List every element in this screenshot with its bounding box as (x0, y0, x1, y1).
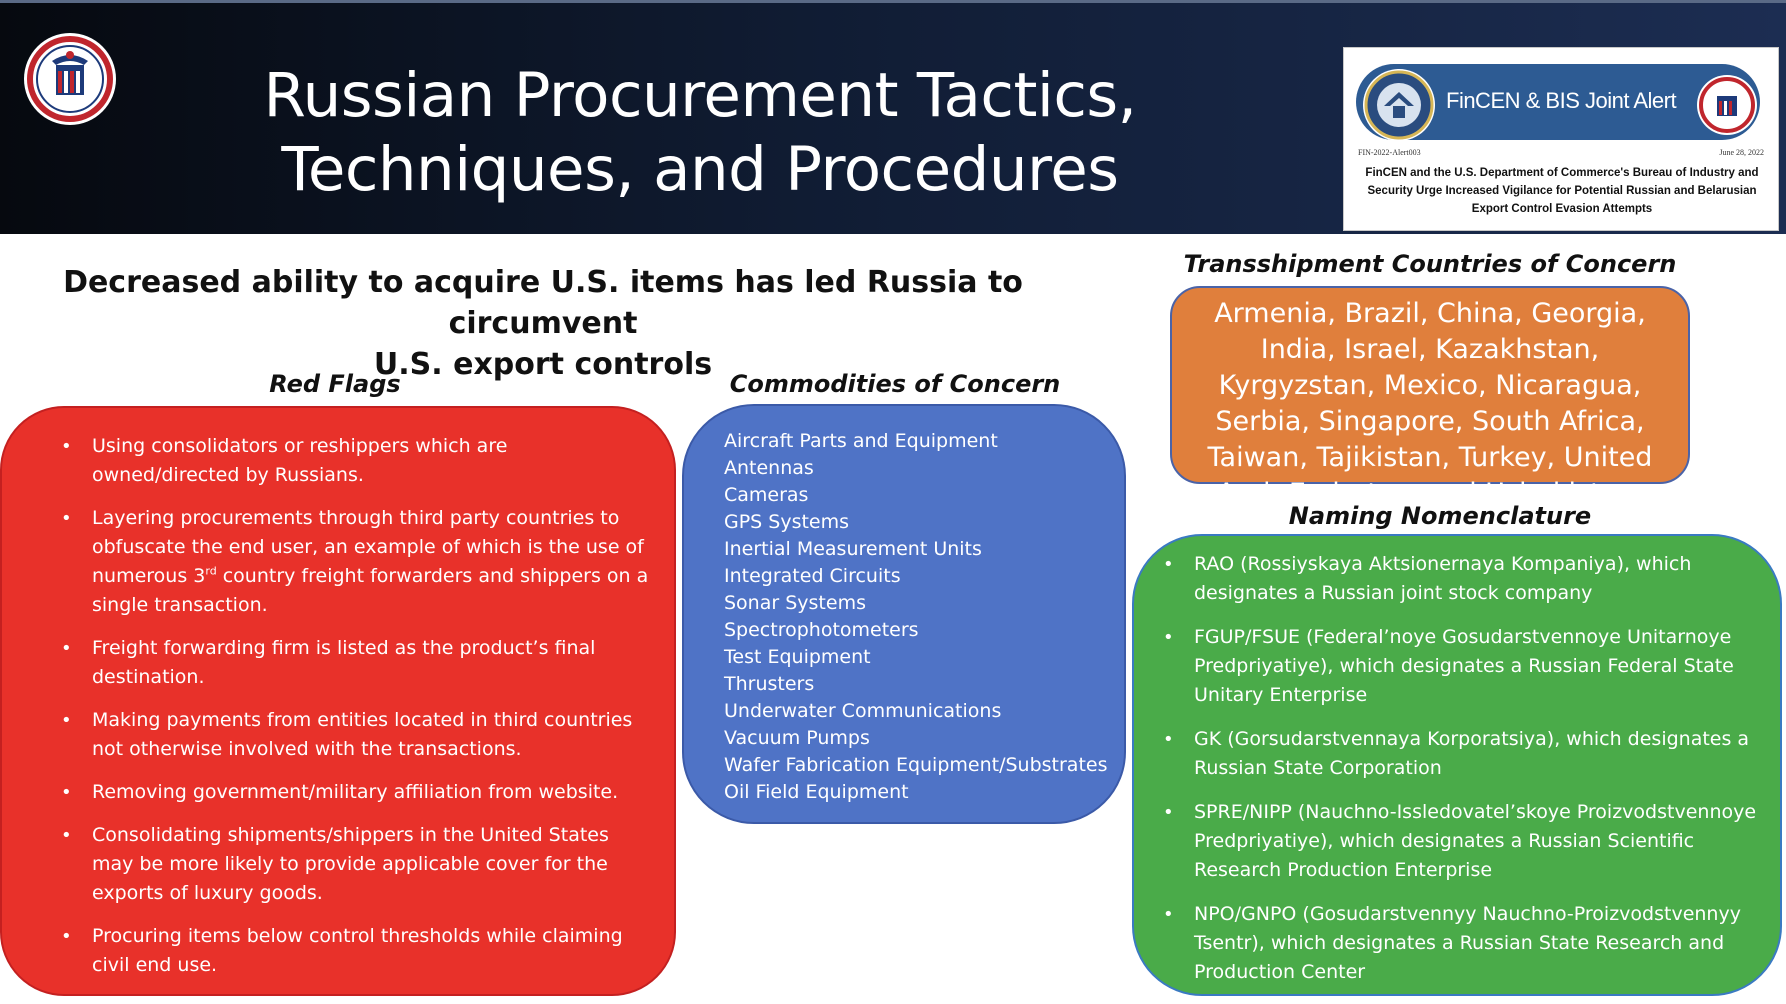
bullet-icon: • (61, 825, 72, 846)
list-item: Test Equipment (724, 646, 871, 668)
department-of-commerce-seal-icon (22, 31, 118, 127)
list-item: • Using consolidators or reshippers which are owned/directed by Russians. (92, 432, 652, 490)
commodities-list (724, 428, 1120, 806)
list-item: Integrated Circuits (724, 565, 901, 587)
bullet-icon: • (61, 508, 72, 529)
list-item: Vacuum Pumps (724, 727, 870, 749)
list-item: Wafer Fabrication Equipment/Substrates (724, 754, 1108, 776)
list-item: Inertial Measurement Units (724, 538, 982, 560)
list-item: • Making payments from entities located in third countries not otherwise involved with the transactions. (92, 706, 652, 764)
title-line-2: Techniques, and Procedures (281, 134, 1119, 205)
list-item: Thrusters (724, 673, 815, 695)
list-item: Cameras (724, 484, 809, 506)
alert-strip-text: FinCEN & BIS Joint Alert (1446, 88, 1677, 113)
list-item: • Procuring items below control thresholds while claiming civil end use. (92, 922, 652, 980)
alert-date: June 28, 2022 (1719, 148, 1764, 157)
list-item: Spectrophotometers (724, 619, 919, 641)
fincen-seal-icon (1362, 68, 1436, 142)
joint-alert-card (1343, 47, 1779, 231)
commerce-seal-icon (1696, 74, 1758, 136)
nomenclature-box (1132, 534, 1782, 996)
header-banner (0, 0, 1786, 234)
list-item: • Consolidating shipments/shippers in the United States may be more likely to provide applicable cover for the exports of luxury goods. (92, 821, 652, 908)
list-item: Underwater Communications (724, 700, 1002, 722)
bullet-icon: • (61, 926, 72, 947)
alert-reference: FIN-2022-Alert003 (1358, 148, 1421, 157)
page-title (250, 59, 1150, 207)
red-flags-list (61, 432, 652, 994)
bullet-icon: • (1163, 554, 1174, 575)
bullet-icon: • (1163, 904, 1174, 925)
list-item: • GK (Gorsudarstvennaya Korporatsiya), which designates a Russian State Corporation (1194, 725, 1764, 783)
list-item: • Layering procurements through third party countries to obfuscate the end user, an example of which is the use of numerous 3rd country freight forwarders and shippers on a single transaction. (92, 504, 652, 620)
bullet-icon: • (1163, 802, 1174, 823)
transshipment-box (1170, 286, 1690, 509)
nomenclature-title: Naming Nomenclature (1288, 502, 1592, 530)
list-item: Antennas (724, 457, 814, 479)
list-item: Oil Field Equipment (724, 781, 909, 803)
transshipment-title: Transshipment Countries of Concern (1183, 250, 1677, 278)
list-item: • Removing government/military affiliation from website. (92, 778, 652, 807)
list-item: • NPO/GNPO (Gosudarstvennyy Nauchno-Proizvodstvennyy Tsentr), which designates a Russian State Research and Production Center (1194, 900, 1764, 987)
list-item: • Freight forwarding firm is listed as the product’s final destination. (92, 634, 652, 692)
headline (8, 262, 1078, 385)
red-flags-title: Red Flags (269, 370, 401, 398)
headline-line-1: Decreased ability to acquire U.S. items has led Russia to circumvent (63, 265, 1023, 341)
transshipment-countries: Armenia, Brazil, China, Georgia, India, Israel, Kazakhstan, Kyrgyzstan, Mexico, Nicaragua, Serbia, Singapore, South Africa, Taiwan, Tajikistan, Turkey, United Arab Emirates, and Uzbekistan. (1207, 298, 1653, 509)
title-line-1: Russian Procurement Tactics, (263, 60, 1137, 131)
alert-description: FinCEN and the U.S. Department of Commerce's Bureau of Industry and Security Urge Increased Vigilance for Potential Russian and Belarusian Export Control Evasion Attempts (1365, 167, 1759, 215)
red-flags-box (0, 406, 676, 996)
list-item: Aircraft Parts and Equipment (724, 430, 998, 452)
commodities-box (682, 404, 1126, 824)
list-item: GPS Systems (724, 511, 850, 533)
bullet-icon: • (61, 638, 72, 659)
list-item: • FGUP/FSUE (Federal’noye Gosudarstvennoye Unitarnoye Predpriyatiye), which designates a Russian Federal State Unitary Enterprise (1194, 623, 1764, 710)
bullet-icon: • (61, 782, 72, 803)
nomenclature-list (1163, 550, 1764, 1002)
list-item: Sonar Systems (724, 592, 866, 614)
list-item: • RAO (Rossiyskaya Aktsionernaya Kompaniya), which designates a Russian joint stock company (1194, 550, 1764, 608)
commodities-title: Commodities of Concern (729, 370, 1061, 398)
headline-line-2: U.S. export controls (373, 347, 713, 382)
bullet-icon: • (1163, 729, 1174, 750)
bullet-icon: • (61, 710, 72, 731)
bullet-icon: • (1163, 627, 1174, 648)
bullet-icon: • (61, 436, 72, 457)
list-item: • SPRE/NIPP (Nauchno-Issledovatel’skoye Proizvodstvennoye Predpriyatiye), which designates a Russian Scientific Research Production Enterprise (1194, 798, 1764, 885)
alert-strip (1356, 64, 1760, 140)
